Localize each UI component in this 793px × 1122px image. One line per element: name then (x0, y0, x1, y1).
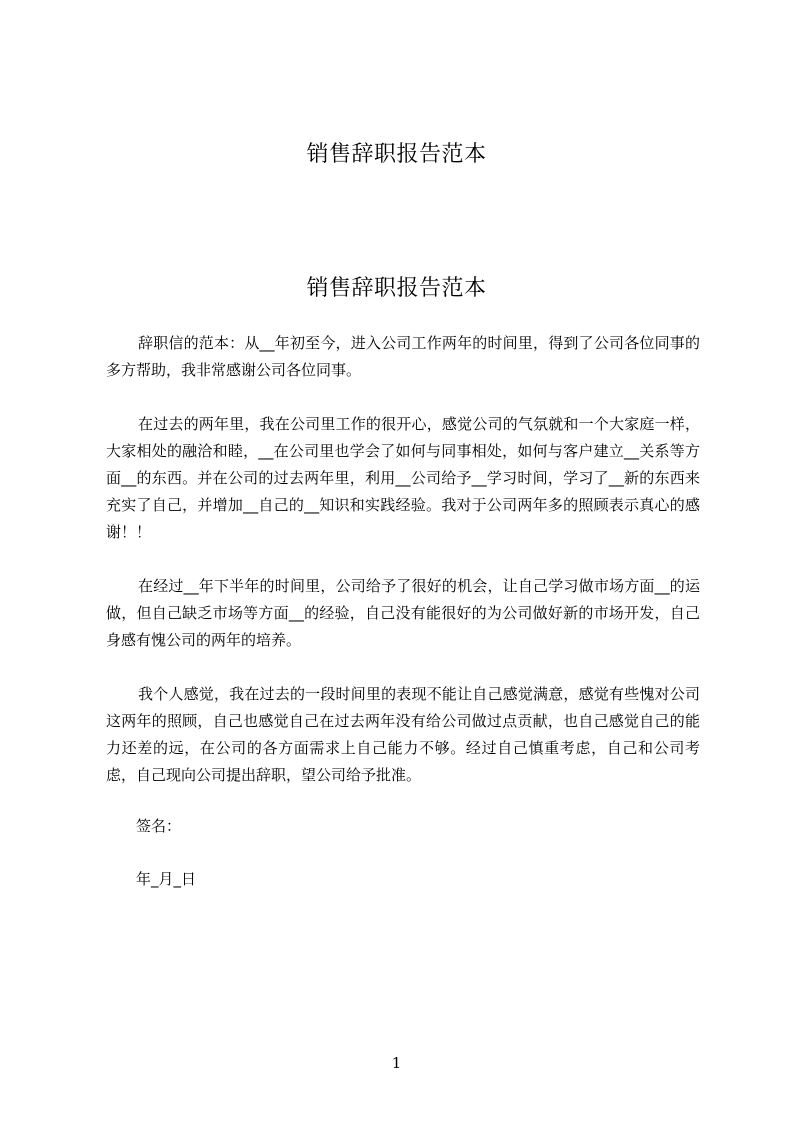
paragraph-resignation: 我个人感觉，我在过去的一段时间里的表现不能让自己感觉满意，感觉有些愧对公司这两年的照顾，自己也感觉自己在过去两年没有给公司做过点贡献，也自己感觉自己的能力还差的远，在公司的各方面需求上自己能力不够。经过自己慎重考虑，自己和公司考虑，自己现向公司提出辞职，望公司给予批准。 (106, 685, 700, 784)
page-number: 1 (391, 1054, 402, 1072)
date-line: 年_月_日 (136, 870, 197, 888)
paragraph-experience: 在过去的两年里，我在公司里工作的很开心，感觉公司的气氛就和一个大家庭一样，大家相处的融洽和睦，__在公司里也学会了如何与同事相处，如何与客户建立__关系等方面__的东西。并在公司的过去两年里，利用__公司给予__学习时间，学习了__新的东西来充实了自己，并增加__自己的__知识和实践经验。我对于公司两年多的照顾表示真心的感谢！！ (106, 415, 700, 541)
document-title: 销售辞职报告范本 (306, 276, 487, 301)
header-title: 销售辞职报告范本 (306, 142, 487, 167)
letter-body (106, 330, 700, 816)
paragraph-intro: 辞职信的范本：从__年初至今，进入公司工作两年的时间里，得到了公司各位同事的多方帮助，我非常感谢公司各位同事。 (106, 334, 700, 379)
signature-label: 签名： (136, 817, 182, 835)
paragraph-market: 在经过__年下半年的时间里，公司给予了很好的机会，让自己学习做市场方面__的运做，但自己缺乏市场等方面__的经验，自己没有能很好的为公司做好新的市场开发，自己身感有愧公司的两年的培养。 (106, 577, 700, 649)
